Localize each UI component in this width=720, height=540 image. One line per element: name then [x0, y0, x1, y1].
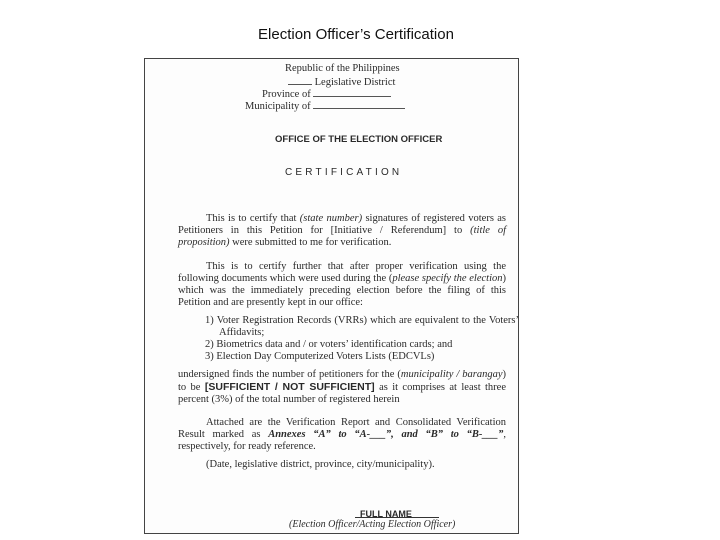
- list-item: 1) Voter Registration Records (VRRs) which are equivalent to the Voters’ Affidavits;: [205, 315, 519, 339]
- list-item: 3) Election Day Computerized Voters Lists (EDCVLs): [205, 351, 435, 362]
- paragraph-4: Attached are the Verification Report and Consolidated Verification Result marked as Annexes “A” to “A-___”, and “B” to “B-___”, respectively, for ready reference.: [178, 417, 506, 453]
- header-district: Legislative District: [314, 77, 396, 88]
- header-municipality-line: [245, 99, 405, 113]
- list-item: 2) Biometrics data and / or voters’ identification cards; and: [205, 339, 453, 350]
- paragraph-3: undersigned finds the number of petitioners for the (municipality / barangay) to be [SUFFICIENT / NOT SUFFICIENT] as it comprises at least three percent (3%) of the total number of registered herein: [178, 369, 507, 406]
- header-country: Republic of the Philippines: [285, 63, 400, 74]
- certification-heading: CERTIFICATION: [285, 167, 403, 178]
- header-municipality: Municipality of: [245, 101, 311, 112]
- paragraph-1: This is to certify that (state number) signatures of registered voters as Petitioners in this Petition for [Initiative / Referendum] to (title of proposition) were submitted to me for verification.: [178, 213, 507, 249]
- certification-document: [144, 58, 519, 534]
- blank-line: [313, 99, 405, 109]
- blank-line: [313, 87, 391, 97]
- header-province: Province of: [262, 89, 311, 100]
- place-date: (Date, legislative district, province, city/municipality).: [206, 459, 435, 470]
- signature-title: (Election Officer/Acting Election Officer): [289, 519, 456, 530]
- signature-name: FULL NAME: [360, 509, 412, 519]
- paragraph-2: This is to certify further that after proper verification using the following documents which were used during the (please specify the election) which was the immediately preceding election before the filing of this Petition and are presently kept in our office:: [178, 261, 506, 309]
- slide-title: Election Officer’s Certification: [258, 26, 454, 43]
- blank-line: [288, 75, 312, 85]
- office-heading: OFFICE OF THE ELECTION OFFICER: [275, 134, 443, 145]
